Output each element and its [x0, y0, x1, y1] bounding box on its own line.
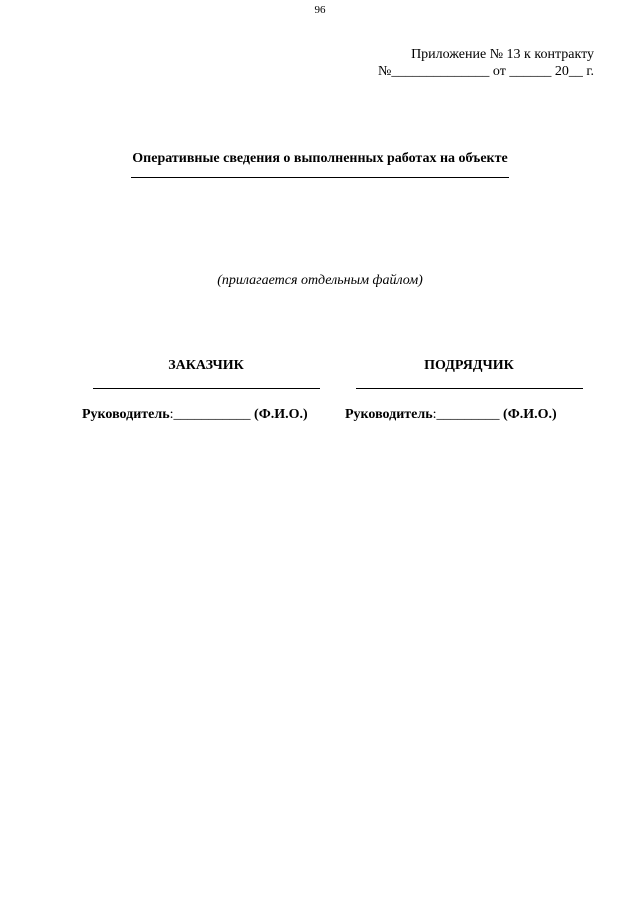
contractor-name-line [356, 388, 583, 389]
customer-head-colon: : [169, 407, 174, 422]
contractor-signature-column [345, 357, 595, 423]
attached-file-note: (прилагается отдельным файлом) [217, 273, 423, 288]
customer-label: ЗАКАЗЧИК [168, 358, 244, 373]
customer-fio: (Ф.И.О.) [254, 407, 308, 422]
document-title: Оперативные сведения о выполненных работах на объекте [132, 151, 508, 166]
appendix-header [378, 46, 594, 80]
customer-signature-column [82, 357, 332, 423]
customer-head-label: Руководитель [82, 407, 170, 422]
contractor-fio: (Ф.И.О.) [503, 407, 557, 422]
contractor-head-row [345, 406, 595, 423]
page-number: 96 [314, 4, 326, 16]
title-block [0, 150, 640, 178]
customer-signature-blank: ___________ [173, 407, 251, 422]
customer-name-line [93, 388, 320, 389]
contractor-signature-blank: _________ [436, 407, 500, 422]
contractor-label: ПОДРЯДЧИК [424, 358, 514, 373]
contractor-head-label: Руководитель [345, 407, 433, 422]
object-name-blank-line [131, 177, 509, 178]
customer-head-row [82, 406, 332, 423]
contract-number-line: №______________ от ______ 20__ г. [378, 64, 594, 79]
contractor-head-colon: : [432, 407, 437, 422]
appendix-title: Приложение № 13 к контракту [411, 47, 594, 62]
